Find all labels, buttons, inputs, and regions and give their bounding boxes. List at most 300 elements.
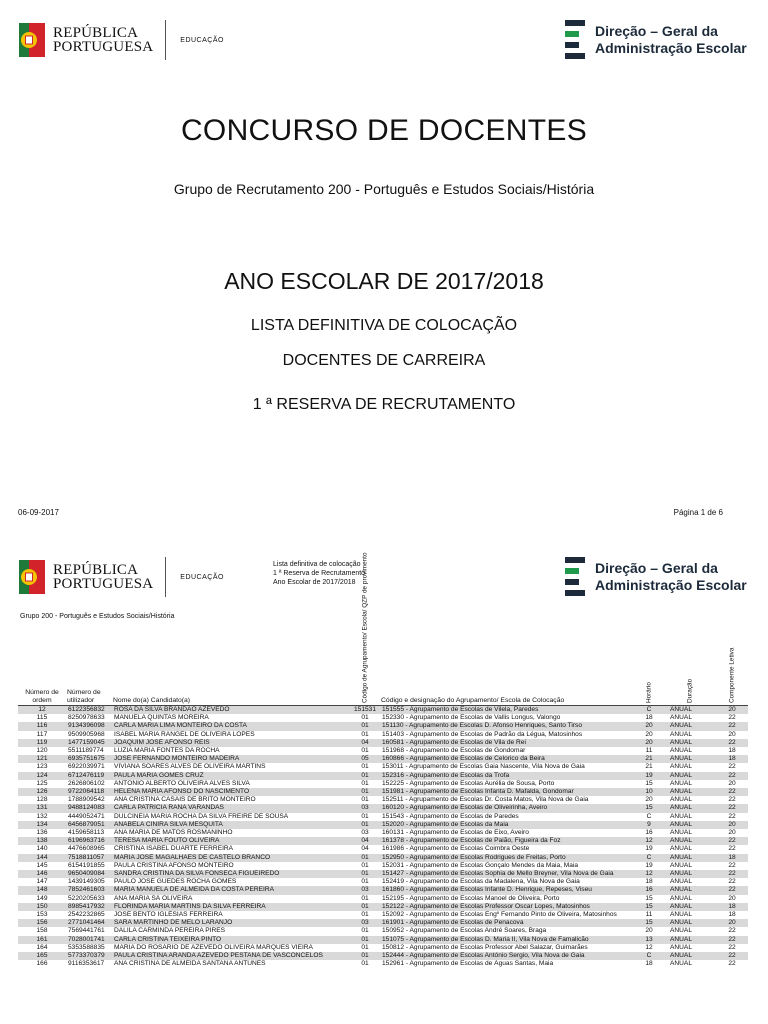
cell-nome: PAULA CRISTINA ARANDA AZEVEDO PESTANA DE VASCONCELOS bbox=[114, 952, 323, 960]
cell-codigo: 03 bbox=[361, 919, 369, 927]
header-duracao: Duração bbox=[686, 678, 694, 703]
table-row bbox=[18, 936, 748, 944]
cell-designacao: 153011 - Agrupamento de Escolas Gaia Nascente, Vila Nova de Gaia bbox=[382, 763, 585, 771]
cell-componente: 22 bbox=[728, 886, 736, 894]
cell-utilizador: 8985417932 bbox=[68, 902, 105, 910]
cell-codigo: 01 bbox=[361, 820, 369, 828]
cell-duracao: ANUAL bbox=[670, 886, 692, 894]
cell-componente: 22 bbox=[728, 788, 736, 796]
school-year: ANO ESCOLAR DE 2017/2018 bbox=[224, 268, 544, 294]
cell-horario: 12 bbox=[645, 943, 653, 951]
table-row bbox=[18, 755, 748, 763]
dgae-mark-icon bbox=[565, 557, 585, 597]
cell-utilizador: 9134396098 bbox=[68, 722, 105, 730]
cell-horario: 12 bbox=[645, 870, 653, 878]
cell-componente: 20 bbox=[728, 820, 736, 828]
cell-ordem: 126 bbox=[36, 788, 48, 796]
table-row bbox=[18, 837, 748, 845]
cell-codigo: 01 bbox=[361, 812, 369, 820]
footer-date: 06-09-2017 bbox=[18, 508, 59, 517]
republica-portuguesa-logo bbox=[19, 557, 224, 597]
cell-designacao: 152316 - Agrupamento de Escolas da Trofa bbox=[382, 771, 510, 779]
header-year: Ano Escolar de 2017/2018 bbox=[273, 579, 356, 586]
cell-nome: ANA CRISTINA CASAIS DE BRITO MONTEIRO bbox=[114, 796, 256, 804]
table-row bbox=[18, 739, 748, 747]
cell-codigo: 01 bbox=[361, 714, 369, 722]
cell-designacao: 160120 - Agrupamento de Escolas de Oliveirinha, Aveiro bbox=[382, 804, 548, 812]
table-row bbox=[18, 747, 748, 755]
cell-designacao: 151555 - Agrupamento de Escolas de Vilela, Paredes bbox=[382, 706, 539, 713]
cell-designacao: 152020 - Agrupamento de Escolas da Maia bbox=[382, 820, 509, 828]
cell-nome: SANDRA CRISTINA DA SILVA FONSECA FIGUEIREDO bbox=[114, 870, 280, 878]
cell-horario: 19 bbox=[645, 861, 653, 869]
header-ordem: Número de ordem bbox=[25, 689, 59, 704]
cell-nome: JOSÉ BENTO IGLÉSIAS FERREIRA bbox=[114, 911, 223, 919]
reserve-round: 1 ª RESERVA DE RECRUTAMENTO bbox=[252, 396, 516, 413]
cell-nome: ANA MARIA SÁ OLIVEIRA bbox=[114, 894, 193, 902]
cell-designacao: 152031 - Agrupamento de Escolas Gonçalo Mendes da Maia, Maia bbox=[382, 861, 579, 869]
cell-ordem: 121 bbox=[36, 755, 48, 763]
cell-horario: 11 bbox=[645, 747, 653, 755]
list-type: LISTA DEFINITIVA DE COLOCAÇÃO bbox=[250, 317, 518, 334]
cell-ordem: 136 bbox=[36, 829, 48, 837]
cell-horario: 18 bbox=[645, 714, 653, 722]
cell-horario: C bbox=[646, 706, 652, 713]
educacao-label: EDUCAÇÃO bbox=[180, 36, 224, 44]
coat-of-arms-icon bbox=[19, 560, 45, 594]
cell-designacao: 152122 - Agrupamento de Escolas Professor Óscar Lopes, Matosinhos bbox=[382, 902, 590, 910]
cell-ordem: 161 bbox=[36, 935, 48, 943]
dgae-logo bbox=[565, 20, 747, 60]
table-row bbox=[18, 829, 748, 837]
educacao-label: EDUCAÇÃO bbox=[180, 573, 224, 581]
cell-componente: 20 bbox=[728, 779, 736, 787]
cell-nome: LUZIA MARIA FONTES DA ROCHA bbox=[114, 747, 220, 755]
cell-componente: 22 bbox=[728, 952, 736, 960]
cell-designacao: 151075 - Agrupamento de Escolas D. Maria II, Vila Nova de Famalicão bbox=[382, 935, 589, 943]
cell-ordem: 165 bbox=[36, 952, 48, 960]
cell-horario: 18 bbox=[645, 960, 653, 968]
cell-horario: 20 bbox=[645, 796, 653, 804]
table-row bbox=[18, 780, 748, 788]
cell-designacao: 160866 - Agrupamento de Escolas de Celorico da Beira bbox=[382, 755, 545, 763]
cell-componente: 20 bbox=[728, 730, 736, 738]
cell-utilizador: 6196963716 bbox=[68, 837, 105, 845]
table-row bbox=[18, 854, 748, 862]
cell-codigo: 04 bbox=[361, 845, 369, 853]
cell-componente: 18 bbox=[728, 755, 736, 763]
cell-nome: MARIA JOSÉ MAGALHÃES DE CASTELO BRANCO bbox=[114, 853, 271, 861]
cell-utilizador: 2626806102 bbox=[68, 779, 105, 787]
cell-codigo: 01 bbox=[361, 796, 369, 804]
cell-horario: 9 bbox=[647, 820, 651, 828]
table-row bbox=[18, 862, 748, 870]
cell-ordem: 120 bbox=[36, 747, 48, 755]
table-row bbox=[18, 845, 748, 853]
cell-componente: 18 bbox=[728, 911, 736, 919]
table-row bbox=[18, 796, 748, 804]
cell-nome: MANUELA QUINTAS MOREIRA bbox=[114, 714, 209, 722]
header-reserve: 1 ª Reserva de Recrutamento bbox=[273, 570, 366, 577]
cell-codigo: 01 bbox=[361, 788, 369, 796]
cell-horario: 21 bbox=[645, 755, 653, 763]
cell-componente: 22 bbox=[728, 878, 736, 886]
cell-ordem: 166 bbox=[36, 960, 48, 968]
table-row bbox=[18, 763, 748, 771]
cell-componente: 18 bbox=[728, 747, 736, 755]
cell-nome: MARIA MANUELA DE ALMEIDA DA COSTA PEREIRA bbox=[114, 886, 275, 894]
page-number: Página 1 de 6 bbox=[673, 508, 723, 517]
cell-ordem: 146 bbox=[36, 870, 48, 878]
cell-duracao: ANUAL bbox=[670, 763, 692, 771]
cell-duracao: ANUAL bbox=[670, 820, 692, 828]
cell-designacao: 161378 - Agrupamento de Escolas de Paião, Figueira da Foz bbox=[382, 837, 561, 845]
header-codigo: Código de Agrupamento/ Escola/ QZP de provimento bbox=[361, 552, 369, 703]
cell-duracao: ANUAL bbox=[670, 919, 692, 927]
cell-componente: 20 bbox=[728, 829, 736, 837]
republica-portuguesa-text: REPÚBLICA PORTUGUESA bbox=[53, 25, 154, 55]
cell-componente: 22 bbox=[728, 927, 736, 935]
cell-utilizador: 7852461603 bbox=[68, 886, 105, 894]
cell-nome: PAULO JOSÉ GUEDES ROCHA GOMES bbox=[114, 878, 237, 886]
table-row bbox=[18, 952, 748, 960]
cell-utilizador: 6122356832 bbox=[68, 706, 105, 713]
cell-codigo: 01 bbox=[361, 960, 369, 968]
cell-componente: 22 bbox=[728, 804, 736, 812]
cell-ordem: 117 bbox=[36, 730, 48, 738]
cell-utilizador: 6935751675 bbox=[68, 755, 105, 763]
cell-designacao: 161860 - Agrupamento de Escolas Infante D. Henrique, Repeses, Viseu bbox=[382, 886, 592, 894]
cell-designacao: 152195 - Agrupamento de Escolas Manoel de Oliveira, Porto bbox=[382, 894, 560, 902]
cell-ordem: 125 bbox=[36, 779, 48, 787]
cell-horario: 16 bbox=[645, 829, 653, 837]
cell-codigo: 05 bbox=[361, 755, 369, 763]
cell-codigo: 01 bbox=[361, 763, 369, 771]
cell-duracao: ANUAL bbox=[670, 714, 692, 722]
cell-horario: 11 bbox=[645, 911, 653, 919]
cell-duracao: ANUAL bbox=[670, 796, 692, 804]
table-row bbox=[18, 911, 748, 919]
cell-nome: ROSA DA SILVA BRANDAO AZEVEDO bbox=[114, 706, 230, 713]
cell-horario: C bbox=[646, 952, 652, 960]
dgae-logo bbox=[565, 557, 747, 597]
cell-duracao: ANUAL bbox=[670, 943, 692, 951]
cell-designacao: 151968 - Agrupamento de Escolas de Gondomar bbox=[382, 747, 526, 755]
cell-designacao: 160131 - Agrupamento de Escolas de Eixo, Aveiro bbox=[382, 829, 529, 837]
cell-utilizador: 5220205633 bbox=[68, 894, 105, 902]
cell-utilizador: 5511189774 bbox=[68, 747, 104, 755]
cell-duracao: ANUAL bbox=[670, 952, 692, 960]
cell-ordem: 123 bbox=[36, 763, 48, 771]
cell-horario: 12 bbox=[645, 837, 653, 845]
cell-horario: 20 bbox=[645, 722, 653, 730]
cell-ordem: 131 bbox=[36, 804, 48, 812]
cell-designacao: 152330 - Agrupamento de Escolas de Vallis Longus, Valongo bbox=[382, 714, 561, 722]
cell-designacao: 151981 - Agrupamento de Escolas Infanta D. Mafalda, Gondomar bbox=[382, 788, 574, 796]
cell-nome: SARA MARTINHO DE MELO LARANJO bbox=[114, 919, 233, 927]
teacher-category: DOCENTES DE CARREIRA bbox=[282, 352, 486, 369]
cell-duracao: ANUAL bbox=[670, 845, 692, 853]
cell-nome: DULCINEIA MARIA ROCHA DA SILVA FREIRE DE SOUSA bbox=[114, 812, 289, 820]
cell-duracao: ANUAL bbox=[670, 747, 692, 755]
cell-codigo: 01 bbox=[361, 894, 369, 902]
cell-codigo: 01 bbox=[361, 853, 369, 861]
cell-duracao: ANUAL bbox=[670, 812, 692, 820]
cell-duracao: ANUAL bbox=[670, 829, 692, 837]
table-row bbox=[18, 960, 748, 968]
cell-horario: C bbox=[646, 812, 652, 820]
cell-designacao: 152092 - Agrupamento de Escolas Engº Fernando Pinto de Oliveira, Matosinhos bbox=[382, 911, 617, 919]
group-label: Grupo 200 - Português e Estudos Sociais/História bbox=[20, 613, 175, 620]
cell-nome: ISABEL MARIA RANGEL DE OLIVEIRA LOPES bbox=[114, 730, 255, 738]
cell-horario: 20 bbox=[645, 738, 653, 746]
cell-codigo: 01 bbox=[361, 861, 369, 869]
table-row bbox=[18, 804, 748, 812]
cell-componente: 22 bbox=[728, 837, 736, 845]
cell-utilizador: 5353588835 bbox=[68, 943, 105, 951]
cell-codigo: 01 bbox=[361, 935, 369, 943]
table-row bbox=[18, 944, 748, 952]
cell-ordem: 153 bbox=[36, 911, 48, 919]
cell-codigo: 03 bbox=[361, 886, 369, 894]
cell-nome: ANA MARIA DE MATOS ROSMANINHO bbox=[114, 829, 233, 837]
cell-duracao: ANUAL bbox=[670, 853, 692, 861]
cell-designacao: 160581 - Agrupamento de Escolas de Vila de Rei bbox=[382, 738, 526, 746]
cell-componente: 20 bbox=[728, 919, 736, 927]
cell-utilizador: 4159658113 bbox=[68, 829, 105, 837]
cell-duracao: ANUAL bbox=[670, 902, 692, 910]
cell-designacao: 150812 - Agrupamento de Escolas Professor Abel Salazar, Guimarães bbox=[382, 943, 588, 951]
cell-componente: 20 bbox=[728, 894, 736, 902]
cell-horario: 15 bbox=[645, 919, 653, 927]
cell-duracao: ANUAL bbox=[670, 911, 692, 919]
cell-ordem: 12 bbox=[38, 706, 46, 713]
cell-designacao: 150952 - Agrupamento de Escolas André Soares, Braga bbox=[382, 927, 547, 935]
cell-codigo: 01 bbox=[361, 943, 369, 951]
cell-nome: FLORINDA MARIA MARTINS DA SILVA FERREIRA bbox=[114, 902, 266, 910]
cell-horario: 18 bbox=[645, 878, 653, 886]
cell-horario: 19 bbox=[645, 771, 653, 779]
cell-utilizador: 6456879051 bbox=[68, 820, 105, 828]
cell-duracao: ANUAL bbox=[670, 706, 692, 713]
cell-componente: 22 bbox=[728, 845, 736, 853]
cell-duracao: ANUAL bbox=[670, 878, 692, 886]
cell-ordem: 116 bbox=[36, 722, 48, 730]
cell-utilizador: 6154191855 bbox=[68, 861, 105, 869]
cell-componente: 22 bbox=[728, 935, 736, 943]
cell-ordem: 119 bbox=[36, 738, 48, 746]
cell-designacao: 152511 - Agrupamento de Escolas Dr. Costa Matos, Vila Nova de Gaia bbox=[382, 796, 589, 804]
page-header-info bbox=[273, 560, 365, 587]
cell-horario: 15 bbox=[645, 804, 653, 812]
table-row bbox=[18, 878, 748, 886]
cell-ordem: 147 bbox=[36, 878, 48, 886]
header-componente: Componente Letiva bbox=[728, 647, 736, 703]
cell-horario: 21 bbox=[645, 763, 653, 771]
cell-componente: 22 bbox=[728, 796, 736, 804]
cell-codigo: 03 bbox=[361, 804, 369, 812]
cell-ordem: 115 bbox=[36, 714, 48, 722]
table-row bbox=[18, 919, 748, 927]
cell-utilizador: 1788909542 bbox=[68, 796, 105, 804]
cell-utilizador: 9650409084 bbox=[68, 870, 105, 878]
cell-ordem: 148 bbox=[36, 886, 48, 894]
cell-horario: 20 bbox=[645, 927, 653, 935]
cell-codigo: 03 bbox=[361, 829, 369, 837]
header-horario: Horário bbox=[645, 682, 653, 703]
cell-designacao: 152961 - Agrupamento de Escolas de Águas Santas, Maia bbox=[382, 960, 554, 968]
cell-ordem: 144 bbox=[36, 853, 48, 861]
header-nome: Nome do(a) Candidato(a) bbox=[113, 696, 191, 704]
cell-codigo: 01 bbox=[361, 911, 369, 919]
table-row bbox=[18, 722, 748, 730]
cell-duracao: ANUAL bbox=[670, 779, 692, 787]
cell-componente: 20 bbox=[728, 706, 736, 713]
cell-componente: 18 bbox=[728, 902, 736, 910]
cell-utilizador: 6922039971 bbox=[68, 763, 105, 771]
cell-duracao: ANUAL bbox=[670, 738, 692, 746]
table-row bbox=[18, 886, 748, 894]
cell-nome: ANABELA CINIRA SILVA MESQUITA bbox=[114, 820, 223, 828]
cell-ordem: 150 bbox=[36, 902, 48, 910]
table-row bbox=[18, 903, 748, 911]
cell-duracao: ANUAL bbox=[670, 894, 692, 902]
cell-utilizador: 1477159045 bbox=[68, 738, 105, 746]
dgae-text: Direção – Geral da Administração Escolar bbox=[595, 560, 747, 593]
cell-duracao: ANUAL bbox=[670, 788, 692, 796]
cell-duracao: ANUAL bbox=[670, 960, 692, 968]
cell-codigo: 04 bbox=[361, 837, 369, 845]
cell-utilizador: 7518811057 bbox=[68, 853, 105, 861]
cell-nome: DALILA CARMINDA PEREIRA PIRES bbox=[114, 927, 226, 935]
cell-designacao: 151130 - Agrupamento de Escolas D. Afonso Henriques, Santo Tirso bbox=[382, 722, 583, 730]
logo-divider bbox=[165, 20, 166, 60]
table-row bbox=[18, 870, 748, 878]
cell-codigo: 01 bbox=[361, 952, 369, 960]
cell-nome: JOAQUIM JOSÉ AFONSO REIS bbox=[114, 738, 210, 746]
cell-componente: 22 bbox=[728, 714, 736, 722]
cell-designacao: 151403 - Agrupamento de Escolas de Padrão da Légua, Matosinhos bbox=[382, 730, 583, 738]
cell-ordem: 140 bbox=[36, 845, 48, 853]
cell-duracao: ANUAL bbox=[670, 870, 692, 878]
cell-horario: 15 bbox=[645, 902, 653, 910]
logo-divider bbox=[165, 557, 166, 597]
cell-duracao: ANUAL bbox=[670, 861, 692, 869]
cell-nome: MARIA DO ROSÁRIO DE AZEVEDO OLIVEIRA MARQUES VIEIRA bbox=[114, 943, 313, 951]
cell-nome: ANTÓNIO ALBERTO OLIVEIRA ALVES SILVA bbox=[114, 779, 250, 787]
cell-nome: PAULA MARIA GOMES CRUZ bbox=[114, 771, 204, 779]
table-row bbox=[18, 813, 748, 821]
cell-ordem: 128 bbox=[36, 796, 48, 804]
cell-componente: 18 bbox=[728, 853, 736, 861]
cell-nome: CARLA CRISTINA TEIXEIRA PINTO bbox=[114, 935, 222, 943]
cell-horario: C bbox=[646, 853, 652, 861]
cell-horario: 19 bbox=[645, 845, 653, 853]
cell-ordem: 145 bbox=[36, 861, 48, 869]
header-utilizador: Número de utilizador bbox=[67, 689, 101, 704]
cell-utilizador: 4449052471 bbox=[68, 812, 105, 820]
cell-codigo: 01 bbox=[361, 927, 369, 935]
republica-portuguesa-logo bbox=[19, 20, 224, 60]
cell-utilizador: 9509905968 bbox=[68, 730, 105, 738]
cell-horario: 10 bbox=[645, 788, 653, 796]
cell-designacao: 152419 - Agrupamento de Escolas da Madalena, Vila Nova de Gaia bbox=[382, 878, 580, 886]
cell-componente: 22 bbox=[728, 943, 736, 951]
cell-codigo: 01 bbox=[361, 779, 369, 787]
cell-ordem: 164 bbox=[36, 943, 48, 951]
cell-utilizador: 4476608965 bbox=[68, 845, 105, 853]
cell-horario: 13 bbox=[645, 935, 653, 943]
cell-ordem: 132 bbox=[36, 812, 48, 820]
cell-nome: JOSÉ FERNANDO MONTEIRO MADEIRA bbox=[114, 755, 240, 763]
cell-ordem: 158 bbox=[36, 927, 48, 935]
table-row bbox=[18, 895, 748, 903]
cell-duracao: ANUAL bbox=[670, 730, 692, 738]
cell-componente: 22 bbox=[728, 870, 736, 878]
table-row bbox=[18, 714, 748, 722]
cell-utilizador: 9722064118 bbox=[68, 788, 105, 796]
cell-componente: 22 bbox=[728, 960, 736, 968]
cell-duracao: ANUAL bbox=[670, 722, 692, 730]
cell-utilizador: 1439149305 bbox=[68, 878, 105, 886]
cell-codigo: 01 bbox=[361, 870, 369, 878]
table-row bbox=[18, 821, 748, 829]
cell-componente: 22 bbox=[728, 771, 736, 779]
cell-nome: ANA CRISTINA DE ALMEIDA SANTANA ANTUNES bbox=[114, 960, 266, 968]
dgae-mark-icon bbox=[565, 20, 585, 60]
cover-title: CONCURSO DE DOCENTES bbox=[180, 114, 588, 147]
table-row bbox=[18, 731, 748, 739]
cell-codigo: 01 bbox=[361, 730, 369, 738]
cell-designacao: 161986 - Agrupamento de Escolas Coimbra Oeste bbox=[382, 845, 530, 853]
dgae-text: Direção – Geral da Administração Escolar bbox=[595, 23, 747, 56]
cell-designacao: 152444 - Agrupamento de Escolas António Sergio, Vila Nova de Gaia bbox=[382, 952, 585, 960]
cell-duracao: ANUAL bbox=[670, 927, 692, 935]
cell-designacao: 152950 - Agrupamento de Escolas Rodrigues de Freitas, Porto bbox=[382, 853, 566, 861]
cell-duracao: ANUAL bbox=[670, 837, 692, 845]
header-designacao: Código e designação do Agrupamento/ Escola de Colocação bbox=[381, 696, 565, 704]
cell-designacao: 161901 - Agrupamento de Escolas de Penacova bbox=[382, 919, 524, 927]
cell-ordem: 134 bbox=[36, 820, 48, 828]
cell-utilizador: 5773370379 bbox=[68, 952, 105, 960]
cell-nome: CARLA PATRICIA RANA VARANDAS bbox=[114, 804, 224, 812]
header-list-type: Lista definitiva de colocação bbox=[273, 561, 361, 568]
cell-duracao: ANUAL bbox=[670, 771, 692, 779]
table-header-row bbox=[18, 628, 748, 706]
cell-horario: 20 bbox=[645, 730, 653, 738]
cell-nome: CRISTINA ISABEL DUARTE FERREIRA bbox=[114, 845, 234, 853]
cell-utilizador: 7028001741 bbox=[68, 935, 105, 943]
cell-ordem: 138 bbox=[36, 837, 48, 845]
table-row bbox=[18, 927, 748, 935]
republica-portuguesa-text: REPÚBLICA PORTUGUESA bbox=[53, 562, 154, 592]
cell-horario: 15 bbox=[645, 779, 653, 787]
cell-codigo: 01 bbox=[361, 878, 369, 886]
cell-codigo: 01 bbox=[361, 722, 369, 730]
cell-componente: 22 bbox=[728, 738, 736, 746]
cell-designacao: 151427 - Agrupamento de Escolas Sophia de Mello Breyner, Vila Nova de Gaia bbox=[382, 870, 614, 878]
cell-codigo: 04 bbox=[361, 738, 369, 746]
cell-utilizador: 8250978633 bbox=[68, 714, 105, 722]
cell-componente: 22 bbox=[728, 861, 736, 869]
cell-utilizador: 2771041464 bbox=[68, 919, 105, 927]
cell-nome: HELENA MARIA AFONSO DO NASCIMENTO bbox=[114, 788, 250, 796]
cell-componente: 22 bbox=[728, 722, 736, 730]
table-row bbox=[18, 706, 748, 715]
cell-codigo: 151531 bbox=[353, 706, 376, 713]
cell-codigo: 01 bbox=[361, 747, 369, 755]
cover-subtitle: Grupo de Recrutamento 200 - Português e Estudos Sociais/História bbox=[173, 181, 595, 197]
